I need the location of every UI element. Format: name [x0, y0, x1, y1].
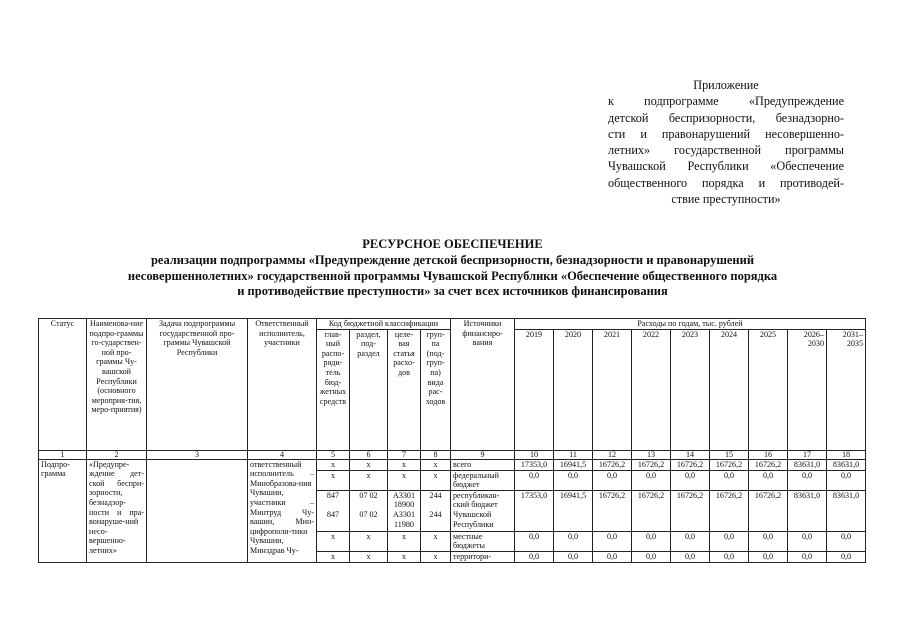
funding-source-cell: местные бюджеты: [451, 531, 515, 551]
header-section: раздел, под-раздел: [350, 329, 388, 450]
amount-cell: 16726,2: [632, 490, 671, 531]
appendix-line: детской беспризорности, безнадзорно-: [608, 110, 844, 125]
table-row: [39, 459, 866, 470]
header-main-manager: глав-ный распо-ряди-тель бюд-жетных средств: [317, 329, 350, 450]
column-number: 11: [554, 450, 593, 459]
section-cell: x: [350, 531, 388, 551]
header-year: 2025: [749, 329, 788, 450]
section-cell: x: [350, 470, 388, 490]
amount-cell: 0,0: [515, 531, 554, 551]
amount-cell: 16726,2: [632, 459, 671, 470]
column-number: 4: [248, 450, 317, 459]
header-expense-group: груп-па (под-груп-па) вида рас-ходов: [421, 329, 451, 450]
amount-cell: 0,0: [710, 470, 749, 490]
amount-cell: 0,0: [671, 551, 710, 562]
amount-cell: 16941,5: [554, 459, 593, 470]
amount-cell: 16726,2: [710, 490, 749, 531]
appendix-line: летних» государственной программы: [608, 143, 844, 158]
document-title: РЕСУРСНОЕ ОБЕСПЕЧЕНИЕ: [362, 237, 543, 251]
header-year: 2021: [593, 329, 632, 450]
column-number: 12: [593, 450, 632, 459]
appendix-line-last: ствие преступности»: [671, 192, 781, 207]
header-year: 2024: [710, 329, 749, 450]
appendix-line: общественного порядка и противодей-: [608, 175, 844, 190]
amount-cell: 83631,0: [788, 459, 827, 470]
main-manager-cell: x: [317, 470, 350, 490]
amount-cell: 0,0: [515, 551, 554, 562]
amount-cell: 0,0: [788, 551, 827, 562]
column-number: 13: [632, 450, 671, 459]
heading-line: реализации подпрограммы «Предупреждение детской беспризорности, безнадзорности и правонарушений: [150, 253, 755, 267]
target-article-cell: А3301 18900 А3301 11980: [388, 490, 421, 531]
target-article-cell: x: [388, 470, 421, 490]
header-year: 2022: [632, 329, 671, 450]
section-cell: 07 02 07 02: [350, 490, 388, 531]
appendix-block: [608, 77, 844, 207]
amount-cell: 0,0: [749, 470, 788, 490]
amount-cell: 0,0: [749, 551, 788, 562]
appendix-line: сти и правонарушений несовершенно-: [608, 126, 844, 141]
amount-cell: 16726,2: [671, 490, 710, 531]
funding-source-cell: всего: [451, 459, 515, 470]
amount-cell: 16726,2: [593, 490, 632, 531]
column-number: 18: [827, 450, 866, 459]
appendix-line: к подпрограмме «Предупреждение: [608, 94, 844, 109]
amount-cell: 0,0: [827, 531, 866, 551]
amount-cell: 0,0: [827, 551, 866, 562]
column-number: 9: [451, 450, 515, 459]
amount-cell: 16726,2: [710, 459, 749, 470]
resource-table: [38, 318, 866, 563]
column-number: 3: [147, 450, 248, 459]
expense-group-cell: x: [421, 459, 451, 470]
amount-cell: 16941,5: [554, 490, 593, 531]
header-year: 2023: [671, 329, 710, 450]
program-name-cell: «Предупре-ждение дет-ской беспри-зорности, безнадзор-ности и пра-вонаруше-ний несо-вершенно-летних»: [87, 459, 147, 562]
section-cell: x: [350, 551, 388, 562]
column-number: 15: [710, 450, 749, 459]
funding-source-cell: территори-: [451, 551, 515, 562]
column-number: 6: [350, 450, 388, 459]
header-year: 2031–2035: [827, 329, 866, 450]
column-number: 10: [515, 450, 554, 459]
amount-cell: 0,0: [788, 470, 827, 490]
amount-cell: 0,0: [554, 470, 593, 490]
amount-cell: 17353,0: [515, 490, 554, 531]
main-manager-cell: x: [317, 551, 350, 562]
target-article-cell: x: [388, 531, 421, 551]
column-number: 16: [749, 450, 788, 459]
amount-cell: 0,0: [593, 470, 632, 490]
appendix-line: Чувашской Республики «Обеспечение: [608, 159, 844, 174]
amount-cell: 17353,0: [515, 459, 554, 470]
amount-cell: 0,0: [827, 470, 866, 490]
amount-cell: 0,0: [671, 531, 710, 551]
header-source: Источники финансиро-вания: [451, 319, 515, 451]
amount-cell: 0,0: [749, 531, 788, 551]
amount-cell: 83631,0: [827, 459, 866, 470]
funding-source-cell: федеральный бюджет: [451, 470, 515, 490]
amount-cell: 0,0: [593, 551, 632, 562]
header-year: 2019: [515, 329, 554, 450]
main-manager-cell: x: [317, 459, 350, 470]
amount-cell: 0,0: [788, 531, 827, 551]
target-article-cell: x: [388, 459, 421, 470]
amount-cell: 0,0: [515, 470, 554, 490]
column-number: 14: [671, 450, 710, 459]
header-row: [39, 319, 866, 330]
amount-cell: 0,0: [632, 531, 671, 551]
amount-cell: 0,0: [710, 551, 749, 562]
amount-cell: 0,0: [632, 551, 671, 562]
amount-cell: 83631,0: [788, 490, 827, 531]
header-name: Наименова-ние подпро-граммы го-сударствен-ной про-граммы Чу-вашской Республики (основного мероприя-тия, меро-приятия): [87, 319, 147, 451]
amount-cell: 0,0: [554, 551, 593, 562]
amount-cell: 16726,2: [749, 459, 788, 470]
header-budget-code: Код бюджетной классификации: [317, 319, 451, 330]
amount-cell: 0,0: [554, 531, 593, 551]
main-manager-cell: x: [317, 531, 350, 551]
header-year: 2026–2030: [788, 329, 827, 450]
amount-cell: 16726,2: [749, 490, 788, 531]
main-manager-cell: 847 847: [317, 490, 350, 531]
expense-group-cell: x: [421, 531, 451, 551]
amount-cell: 0,0: [632, 470, 671, 490]
amount-cell: 16726,2: [671, 459, 710, 470]
column-number: 5: [317, 450, 350, 459]
status-cell: Подпро-грамма: [39, 459, 87, 562]
column-number: 8: [421, 450, 451, 459]
column-number: 1: [39, 450, 87, 459]
funding-source-cell: республикан-ский бюджет Чувашской Республики: [451, 490, 515, 531]
expense-group-cell: x: [421, 551, 451, 562]
amount-cell: 16726,2: [593, 459, 632, 470]
amount-cell: 0,0: [593, 531, 632, 551]
document-heading: [70, 236, 835, 300]
amount-cell: 0,0: [671, 470, 710, 490]
header-spending: Расходы по годам, тыс. рублей: [515, 319, 866, 330]
appendix-title: Приложение: [693, 78, 759, 92]
expense-group-cell: 244 244: [421, 490, 451, 531]
heading-line: и противодействие преступности» за счет всех источников финансирования: [237, 284, 668, 298]
amount-cell: 0,0: [710, 531, 749, 551]
amount-cell: 83631,0: [827, 490, 866, 531]
column-number: 7: [388, 450, 421, 459]
target-article-cell: x: [388, 551, 421, 562]
header-executor: Ответственный исполнитель, участники: [248, 319, 317, 451]
section-cell: x: [350, 459, 388, 470]
header-status: Статус: [39, 319, 87, 451]
header-task: Задача подпрограммы государственной про-граммы Чувашской Республики: [147, 319, 248, 451]
task-cell: [147, 459, 248, 562]
heading-line: несовершеннолетних» государственной программы Чувашской Республики «Обеспечение общественного порядка: [127, 268, 778, 283]
column-number-row: [39, 450, 866, 459]
header-year: 2020: [554, 329, 593, 450]
column-number: 17: [788, 450, 827, 459]
column-number: 2: [87, 450, 147, 459]
expense-group-cell: x: [421, 470, 451, 490]
header-target-article: целе-вая статья расхо-дов: [388, 329, 421, 450]
executor-cell: ответственный исполнитель – Минобразова-ния Чувашии, участники – Минтруд Чу-вашии, Мин-цифрополи-тики Чувашии, Минздрав Чу-: [248, 459, 317, 562]
table-body: [39, 459, 866, 562]
